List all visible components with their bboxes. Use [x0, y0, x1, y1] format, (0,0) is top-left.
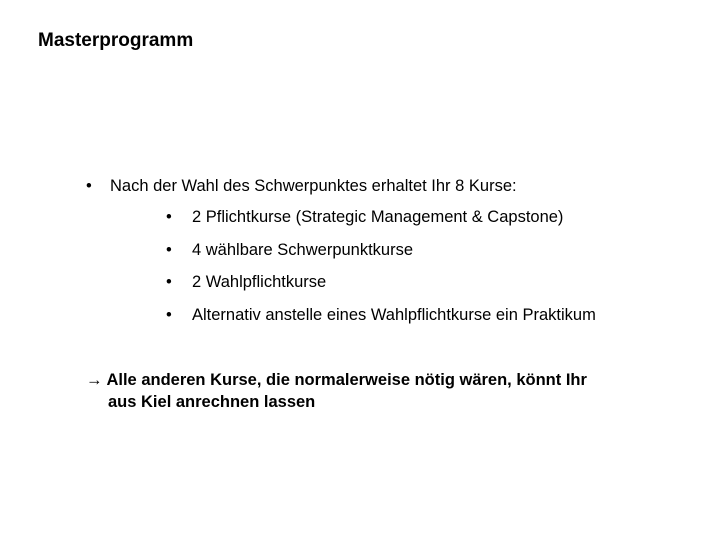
sub-bullet-item	[166, 239, 596, 272]
conclusion-line-2: aus Kiel anrechnen lassen	[108, 393, 316, 411]
sub-bullet-text: 2 Pflichtkurse (Strategic Management & Capstone)	[192, 208, 564, 226]
sub-bullet-text: 4 wählbare Schwerpunktkurse	[192, 240, 414, 259]
bullet-marker: •	[166, 305, 172, 324]
conclusion-text	[86, 369, 587, 413]
sub-bullet-text: Alternativ anstelle eines Wahlpflichtkurse ein Praktikum	[192, 305, 596, 324]
sub-bullet-item	[166, 304, 596, 337]
bullet-marker: •	[166, 273, 172, 291]
bullet-marker: •	[166, 240, 172, 259]
sub-bullet-list	[166, 206, 596, 336]
bullet-marker: •	[166, 208, 172, 226]
sub-bullet-item	[166, 206, 596, 239]
main-bullet-text: Nach der Wahl des Schwerpunktes erhaltet Ihr 8 Kurse:	[110, 177, 517, 195]
main-bullet	[86, 175, 517, 197]
sub-bullet-item	[166, 271, 596, 304]
sub-bullet-text: 2 Wahlpflichtkurse	[192, 273, 327, 291]
bullet-marker: •	[86, 177, 92, 195]
conclusion-line-1: → Alle anderen Kurse, die normalerweise nötig wären, könnt Ihr	[86, 371, 587, 389]
slide-title: Masterprogramm	[38, 30, 194, 51]
